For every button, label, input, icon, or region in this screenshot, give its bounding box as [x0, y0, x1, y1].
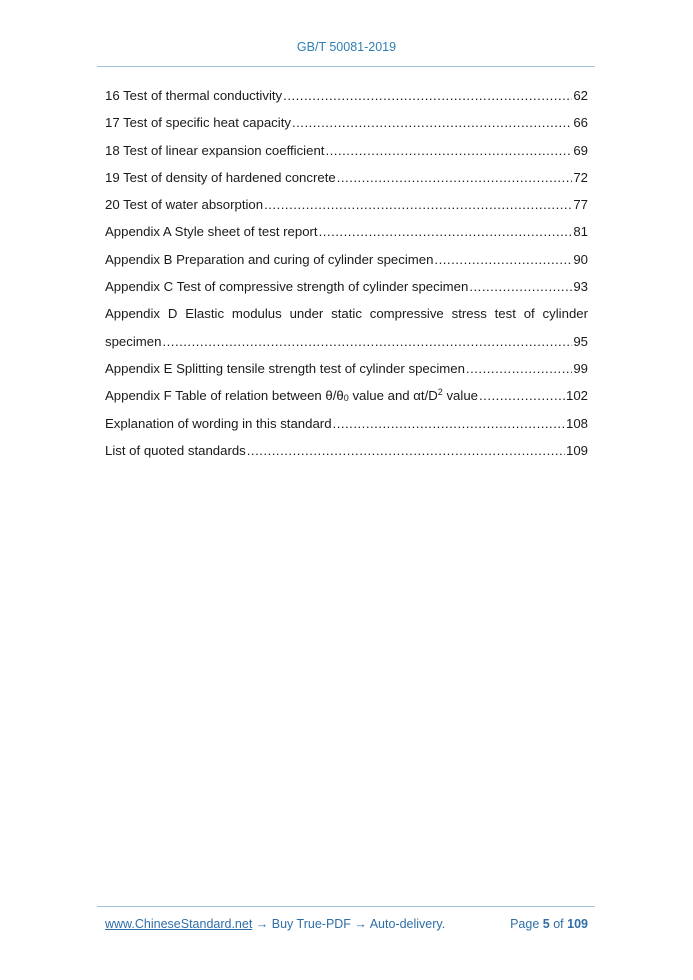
toc-entry-title: Appendix A Style sheet of test report: [105, 224, 318, 240]
toc-leader-dots: [434, 250, 572, 270]
toc-leader-dots: [283, 86, 572, 106]
toc-entry-page: 108: [565, 415, 588, 431]
toc-leader-dots: [479, 386, 565, 406]
toc-entry-appendix-a[interactable]: [105, 222, 588, 249]
toc-entry-title: List of quoted standards: [105, 442, 246, 458]
footer-left: [105, 917, 445, 931]
current-page: 5: [542, 917, 550, 931]
subscript-zero: 0: [343, 393, 349, 404]
toc-entry-title-continued: specimen: [105, 333, 162, 349]
table-of-contents: [105, 86, 588, 468]
toc-leader-dots: [319, 222, 573, 242]
toc-entry-page: 72: [573, 169, 588, 185]
toc-entry-title: [105, 386, 478, 406]
toc-entry-quoted-standards[interactable]: [105, 441, 588, 468]
toc-leader-dots: [162, 332, 572, 352]
title-part: Appendix F Table of relation between θ/θ: [105, 388, 344, 404]
toc-leader-dots: [469, 277, 572, 297]
toc-entry-explanation[interactable]: [105, 414, 588, 441]
footer-promo-text: → Buy True-PDF → Auto-delivery.: [252, 917, 446, 931]
toc-entry-appendix-b[interactable]: [105, 250, 588, 277]
toc-entry-title: Appendix E Splitting tensile strength test of cylinder specimen: [105, 360, 465, 376]
toc-leader-dots: [247, 441, 565, 461]
toc-entry-18[interactable]: [105, 141, 588, 168]
toc-leader-dots: [333, 414, 565, 434]
toc-entry-page: 102: [565, 388, 588, 404]
toc-entry-title: 17 Test of specific heat capacity: [105, 115, 291, 131]
toc-entry-page: 95: [573, 333, 588, 349]
header-doc-id: GB/T 50081-2019: [296, 40, 397, 54]
toc-entry-page: 69: [573, 142, 588, 158]
toc-entry-16[interactable]: [105, 86, 588, 113]
superscript-two: 2: [437, 387, 443, 398]
toc-entry-page: 77: [573, 197, 588, 213]
page-footer: [105, 917, 588, 931]
footer-divider: [97, 906, 595, 907]
page-label: Page: [510, 917, 540, 931]
header-divider: [97, 66, 595, 67]
toc-entry-title: Appendix C Test of compressive strength of cylinder specimen: [105, 279, 469, 295]
toc-leader-dots: [466, 359, 572, 379]
toc-entry-title: Explanation of wording in this standard: [105, 415, 332, 431]
toc-entry-appendix-d-line2[interactable]: [105, 332, 588, 359]
toc-entry-19[interactable]: [105, 168, 588, 195]
toc-entry-page: 66: [573, 115, 588, 131]
toc-entry-17[interactable]: [105, 113, 588, 140]
page-indicator: [510, 917, 588, 931]
toc-leader-dots: [264, 195, 572, 215]
toc-entry-page: 109: [565, 442, 588, 458]
toc-entry-page: 62: [573, 88, 588, 103]
toc-entry-title: 19 Test of density of hardened concrete: [105, 169, 336, 185]
toc-entry-page: 81: [573, 224, 588, 240]
toc-entry-title: 16 Test of thermal conductivity: [105, 88, 283, 103]
toc-entry-appendix-c[interactable]: [105, 277, 588, 304]
toc-entry-page: 90: [573, 251, 588, 267]
toc-entry-appendix-f[interactable]: [105, 386, 588, 413]
toc-entry-title: Appendix D Elastic modulus under static compressive stress test of cylinder: [105, 306, 588, 322]
toc-leader-dots: [292, 113, 572, 133]
toc-entry-20[interactable]: [105, 195, 588, 222]
toc-entry-title: 20 Test of water absorption: [105, 197, 264, 213]
page-of: of: [553, 917, 564, 931]
toc-leader-dots: [337, 168, 573, 188]
toc-entry-title: Appendix B Preparation and curing of cylinder specimen: [105, 251, 434, 267]
toc-entry-appendix-e[interactable]: [105, 359, 588, 386]
toc-leader-dots: [325, 141, 572, 161]
title-part: value: [442, 388, 478, 404]
total-pages: 109: [567, 917, 588, 931]
title-part: value and αt/D: [348, 388, 438, 404]
website-link[interactable]: www.ChineseStandard.net: [105, 917, 253, 931]
toc-entry-page: 93: [573, 279, 588, 295]
toc-entry-appendix-d-line1[interactable]: [105, 304, 588, 331]
toc-entry-page: 99: [573, 360, 588, 376]
toc-entry-title: 18 Test of linear expansion coefficient: [105, 142, 325, 158]
